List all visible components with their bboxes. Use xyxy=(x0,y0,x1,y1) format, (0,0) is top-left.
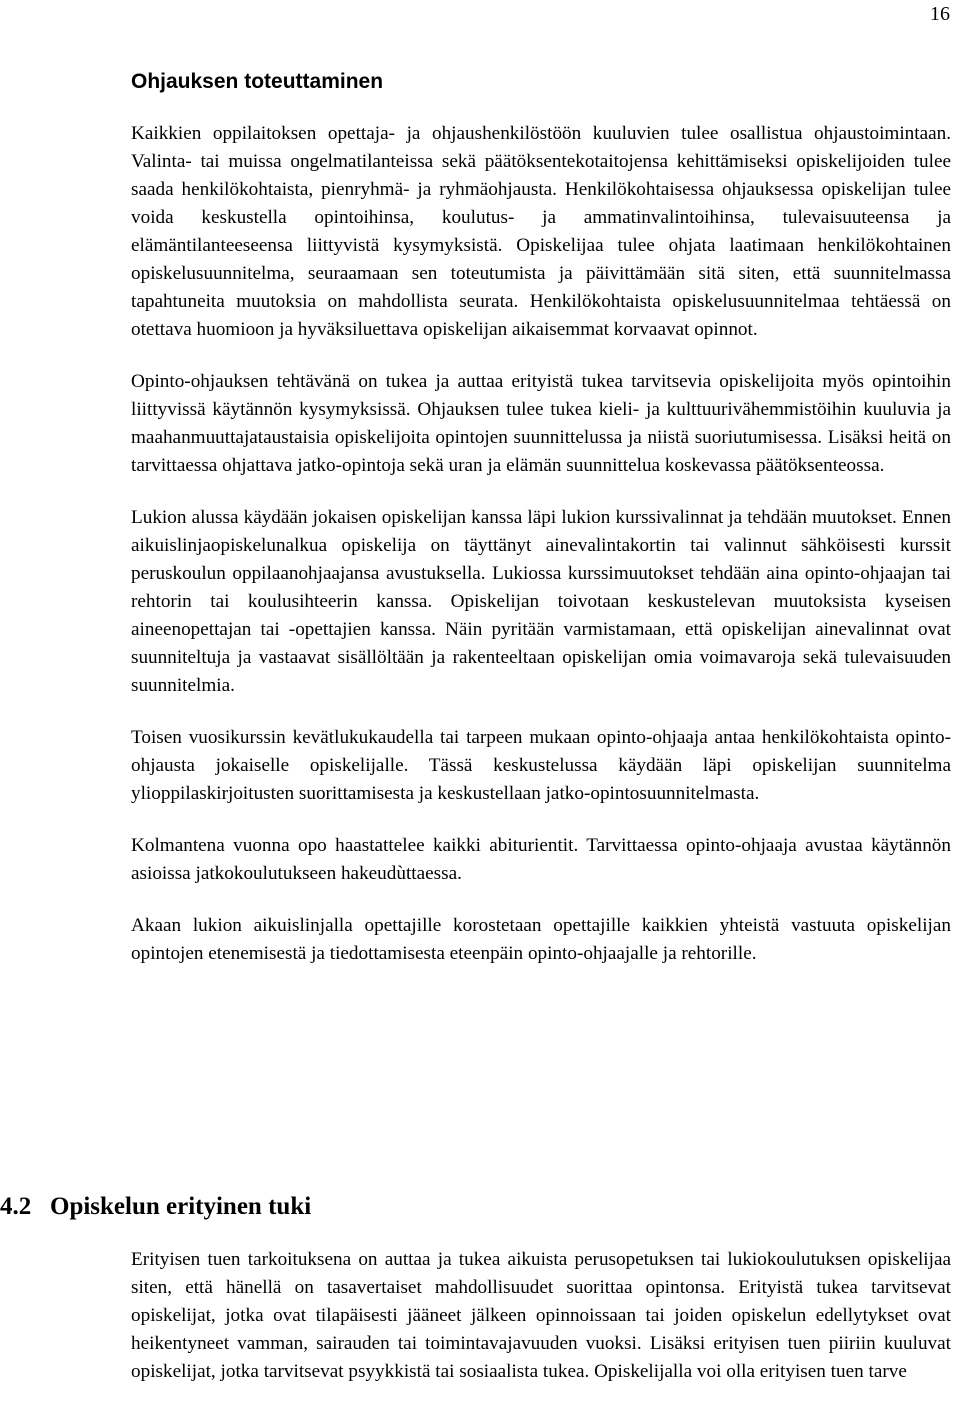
section-number: 4.2 xyxy=(0,1193,32,1220)
main-content xyxy=(131,68,951,992)
paragraph-course-selection: Lukion alussa käydään jokaisen opiskelijan kanssa läpi lukion kurssivalinnat ja tehdään muutokset. Ennen aikuislinjaopiskelunalkua opiskelija on täyttänyt ainevalintakortin tai valinnut sähköisesti kurssit peruskoulun oppilaanohjaajansa avustuksella. Lukiossa kurssimuutokset tehdään aina opinto-ohjaajan tai rehtorin tai koulusihteerin kanssa. Opiskelijan toivotaan keskustelevan muutoksista kyseisen aineenopettajan tai -opettajien kanssa. Näin pyritään varmistamaan, että opiskelijan ainevalinnat ovat suunniteltuja ja vastaavat sisällöltään ja rakenteeltaan opiskelijan omia voimavaroja sekä tulevaisuuden suunnitelmia. xyxy=(131,507,951,696)
paragraph-second-year-guidance: Toisen vuosikurssin kevätlukukaudella tai tarpeen mukaan opinto-ohjaaja antaa henkilökohtaista opinto-ohjausta jokaiselle opiskelijalle. Tässä keskustelussa käydään läpi opiskelijan suunnitelma ylioppilaskirjoitusten suorittamisesta ja keskustellaan jatko-opintosuunnitelmasta. xyxy=(131,727,951,804)
section-heading xyxy=(0,1190,311,1224)
paragraph-third-year-interviews: Kolmantena vuonna opo haastattelee kaikki abiturientit. Tarvittaessa opinto-ohjaaja avustaa käytännön asioissa jatkokoulutukseen hakeudùttaessa. xyxy=(131,835,951,884)
page-number: 16 xyxy=(930,3,950,25)
paragraph-special-support-guidance: Opinto-ohjauksen tehtävänä on tukea ja auttaa erityistä tukea tarvitsevia opiskelijoita myös opintoihin liittyvissä käytännön kysymyksissä. Ohjauksen tulee tukea kieli- ja kulttuurivähemmistöihin kuuluvia ja maahanmuuttajataustaisia opiskelijoita opintojen suunnittelussa ja niistä suoriutumisessa. Lisäksi heitä on tarvittaessa ohjattava jatko-opintoja sekä uran ja elämän suunnittelua koskevassa päätöksenteossa. xyxy=(131,371,951,476)
section-body xyxy=(131,1246,951,1410)
paragraph-shared-responsibility: Akaan lukion aikuislinjalla opettajille korostetaan opettajille kaikkien yhteistä vastuuta opiskelijan opintojen etenemisestä ja tiedottamisesta eteenpäin opinto-ohjaajalle ja rehtorille. xyxy=(131,915,951,964)
paragraph-special-support-purpose: Erityisen tuen tarkoituksena on auttaa ja tukea aikuista perusopetuksen tai lukiokoulutuksen opiskelijaa siten, että hänellä on tasavertaiset mahdollisuudet suorittaa opintonsa. Erityistä tukea tarvitsevat opiskelijat, jotka ovat tilapäisesti jääneet jälkeen opinnoissaan tai joiden opiskelun edellytykset ovat heikentyneet vamman, sairauden tai toimintavajavuuden vuoksi. Lisäksi erityisen tuen piiriin kuuluvat opiskelijat, jotka tarvitsevat psyykkistä tai sosiaalista tukea. Opiskelijalla voi olla erityisen tuen tarve xyxy=(131,1249,951,1382)
section-title: Opiskelun erityinen tuki xyxy=(50,1193,312,1220)
subsection-title: Ohjauksen toteuttaminen xyxy=(131,70,384,93)
paragraph-guidance-participation: Kaikkien oppilaitoksen opettaja- ja ohjaushenkilöstöön kuuluvien tulee osallistua ohjaustoimintaan. Valinta- tai muissa ongelmatilanteissa sekä päätöksentekotaitojensa kehittämiseksi opiskelijoiden tulee saada henkilökohtaista, pienryhmä- ja ryhmäohjausta. Henkilökohtaisessa ohjauksessa opiskelijan tulee voida keskustella opintoihinsa, koulutus- ja ammatinvalintoihinsa, tulevaisuuteensa ja elämäntilanteeseensa liittyvistä kysymyksistä. Opiskelijaa tulee ohjata laatimaan henkilökohtainen opiskelusuunnitelma, seuraamaan sen toteutumista ja päivittämään sitä siten, että suunnitelmassa tapahtuneita muutoksia on mahdollista seurata. Henkilökohtaista opiskelusuunnitelmaa tehtäessä on otettava huomioon ja hyväksiluettava opiskelijan aikaisemmat korvaavat opinnot. xyxy=(131,123,951,340)
